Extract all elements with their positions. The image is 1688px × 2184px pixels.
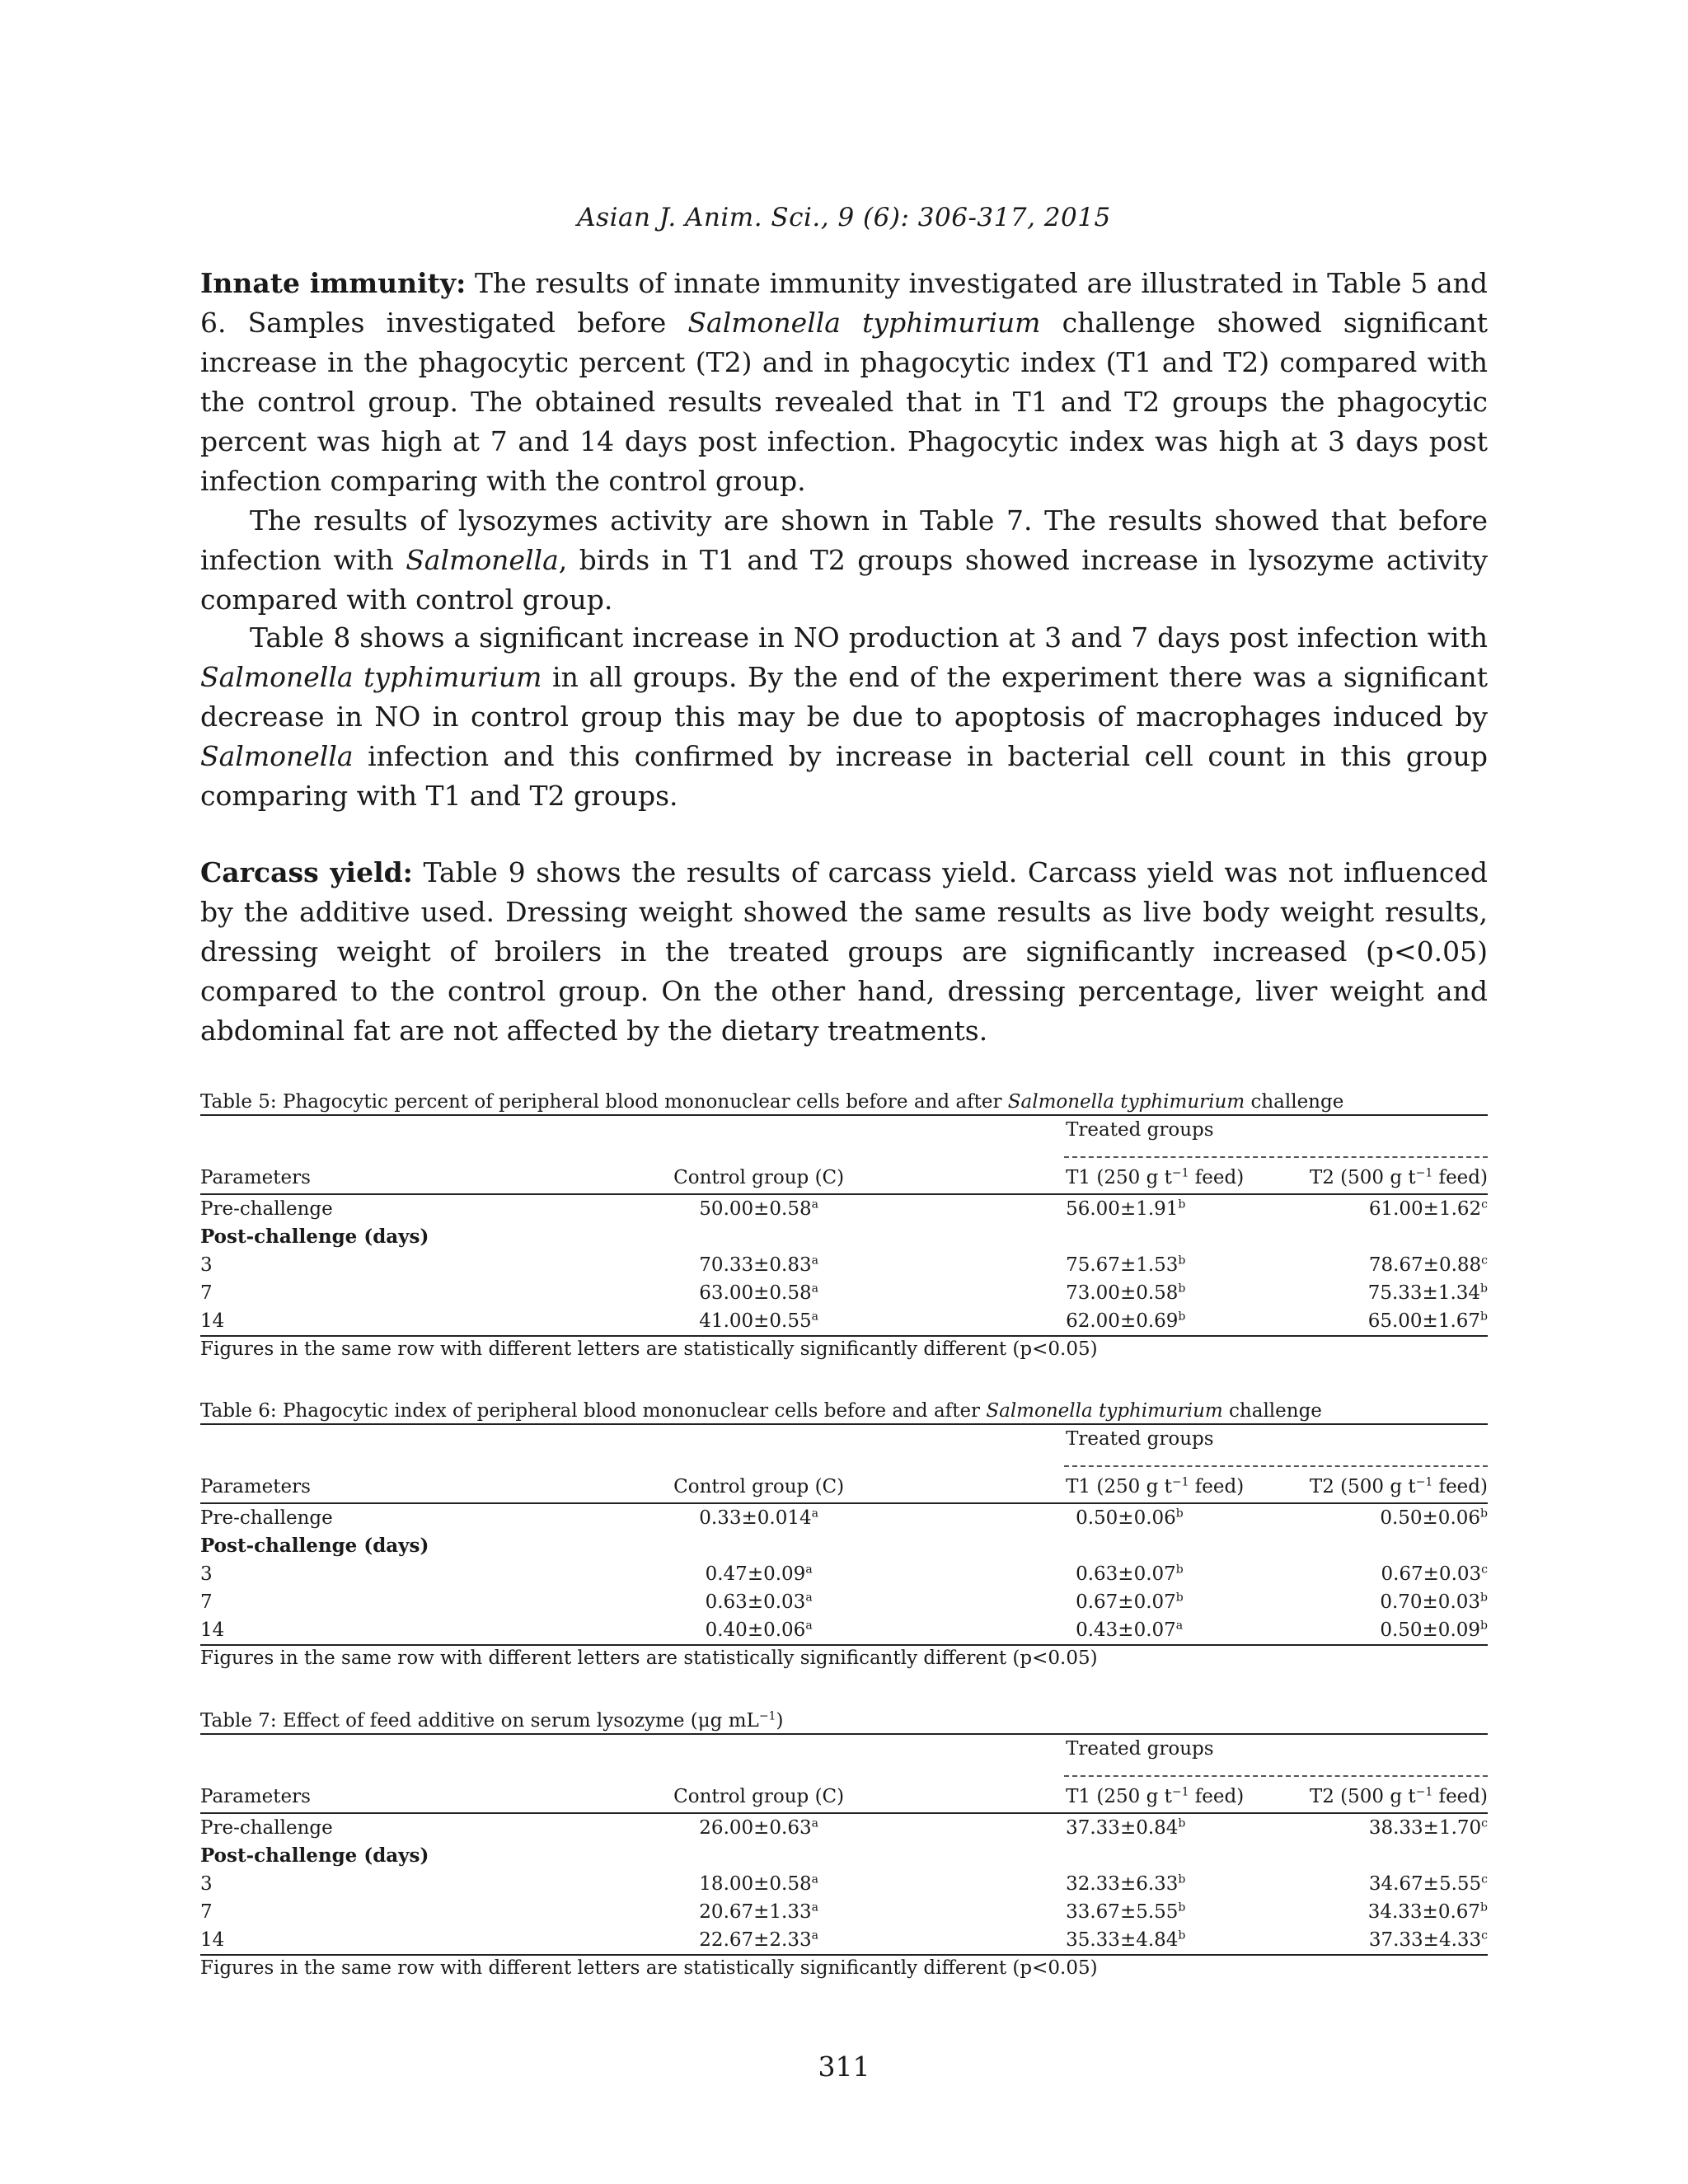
cell-t1: 0.50±0.06$^b$ [1076,1507,1184,1529]
cell-control: 70.33±0.83$^a$ [699,1254,818,1276]
species-name: Salmonella typhimurium [200,661,542,693]
table-footnote: Figures in the same row with different letters are statistically significantly different (p<0.05) [200,1957,1098,1979]
cell-t2: 0.70±0.03$^b$ [1380,1591,1488,1613]
table-caption [200,1090,1488,1114]
table-7 [200,1708,1488,1980]
cell-t2: 34.33±0.67$^b$ [1367,1900,1488,1923]
caption-text: Table 7: Effect of feed additive on serum lysozyme (μg mL [200,1710,759,1732]
header-t2: T2 (500 g $t^{-1}$ feed) [1276,1471,1488,1503]
cell-control: 50.00±0.58$^a$ [699,1197,818,1220]
cell-t2: 78.67±0.88$^c$ [1368,1254,1488,1276]
group-header-row [200,1115,1488,1144]
table-row [200,1307,1488,1336]
header-control: Control group (C) [560,1471,1064,1503]
row-label: 14 [200,1307,560,1336]
dash-divider-row [200,1144,1488,1162]
paragraph-text: Table 9 shows the results of carcass yield. Carcass yield was not influenced by the additive used. Dressing weight showed the same results as live body weight results, dressing weight of broilers in the treated groups are significantly increased (p<0.05) compared to the control group. On the other hand, dressing percentage, liver weight and abdominal fat are not affected by the dietary treatments. [200,856,1488,1047]
cell-control: 0.40±0.06$^a$ [560,1616,1064,1645]
row-label: 14 [200,1926,560,1955]
paragraph-text: in all groups. By the end of the experiment there was a significant decrease in NO in control group this may be due to apoptosis of macrophages induced by [200,661,1488,733]
treated-groups-label: Treated groups [1064,1115,1488,1144]
cell-t1: 32.33±6.33$^b$ [1066,1872,1186,1895]
table-6 [200,1399,1488,1671]
header-parameters: Parameters [200,1471,560,1503]
innate-immunity-paragraph-3 [200,618,1488,816]
paragraph-text: The results of lysozymes activity are shown in Table 7. The results showed that before infection with [200,504,1488,576]
cell-t1: 62.00±0.69$^b$ [1064,1307,1276,1336]
cell-t1: 35.33±4.84$^b$ [1064,1926,1276,1955]
cell-t2: 34.67±5.55$^c$ [1368,1872,1488,1895]
cell-t1: 56.00±1.91$^b$ [1066,1197,1186,1220]
row-label: 14 [200,1616,560,1645]
caption-text: Table 5: Phagocytic percent of peripheral blood mononuclear cells before and after [200,1091,1008,1113]
treated-groups-label: Treated groups [1064,1734,1488,1763]
innate-immunity-paragraph-2 [200,501,1488,620]
paragraph-text: challenge showed significant increase in the phagocytic percent (T2) and in phagocytic index (T1 and T2) compared with the control group. The obtained results revealed that in T1 and T2 groups the phagocytic percent was high at 7 and 14 days post infection. Phagocytic index was high at 3 days post infection comparing with the control group. [200,307,1488,497]
table-footnote: Figures in the same row with different letters are statistically significantly different (p<0.05) [200,1647,1098,1669]
dash-divider-row [200,1763,1488,1781]
caption-superscript: −1 [758,1709,776,1723]
cell-control: 22.67±2.33$^a$ [560,1926,1064,1955]
post-challenge-label: Post-challenge (days) [200,1226,429,1248]
species-name: Salmonella [200,740,354,772]
group-header-row [200,1734,1488,1763]
post-challenge-label: Post-challenge (days) [200,1844,429,1867]
cell-t1: 0.43±0.07$^a$ [1064,1616,1276,1645]
running-head: Asian J. Anim. Sci., 9 (6): 306-317, 2015 [577,203,1111,232]
cell-t2: 0.50±0.06$^b$ [1380,1507,1488,1529]
cell-control: 0.63±0.03$^a$ [705,1591,813,1613]
cell-t2: 38.33±1.70$^c$ [1368,1816,1488,1839]
column-header-row [200,1471,1488,1503]
row-label: Pre-challenge [200,1507,333,1529]
cell-control: 0.47±0.09$^a$ [705,1563,813,1585]
cell-control: 18.00±0.58$^a$ [699,1872,818,1895]
page-number: 311 [818,2050,870,2083]
cell-t2: 0.50±0.09$^b$ [1276,1616,1488,1645]
cell-control: 41.00±0.55$^a$ [560,1307,1064,1336]
table-row [200,1898,1488,1926]
group-header-row [200,1424,1488,1453]
table-row [200,1503,1488,1532]
caption-text: challenge [1245,1091,1344,1113]
caption-text: Table 6: Phagocytic index of peripheral blood mononuclear cells before and after [200,1400,987,1422]
row-label: Pre-challenge [200,1817,333,1839]
cell-t2: 65.00±1.67$^b$ [1276,1307,1488,1336]
header-control: Control group (C) [560,1781,1064,1813]
cell-t2: 0.67±0.03$^c$ [1381,1563,1488,1585]
header-t1: T1 (250 g $t^{-1}$ feed) [1064,1781,1276,1813]
treated-groups-label: Treated groups [1064,1424,1488,1453]
cell-t1: 0.67±0.07$^b$ [1076,1591,1184,1613]
innate-immunity-paragraph-1 [200,264,1488,501]
post-challenge-label: Post-challenge (days) [200,1535,429,1557]
paragraph-text: , birds in T1 and T2 groups showed increase in lysozyme activity compared with control group. [200,544,1489,616]
data-table [200,1733,1488,1956]
caption-text: challenge [1222,1400,1322,1422]
paragraph-text: infection and this confirmed by increase in bacterial cell count in this group comparing with T1 and T2 groups. [200,740,1488,812]
caption-species: Salmonella typhimurium [1007,1091,1245,1113]
row-label: Pre-challenge [200,1198,333,1220]
table-row [200,1588,1488,1616]
cell-t1: 0.63±0.07$^b$ [1076,1563,1184,1585]
species-name: Salmonella typhimurium [687,307,1041,339]
dashed-divider [1064,1465,1488,1467]
caption-text: ) [776,1710,784,1732]
table-row [200,1616,1488,1645]
cell-t1: 33.67±5.55$^b$ [1066,1900,1186,1923]
row-label: 7 [200,1901,213,1923]
data-table [200,1114,1488,1337]
paragraph-text: The results of innate immunity investigated are illustrated in Table 5 and 6. Samples investigated before [200,267,1488,339]
row-label: 3 [200,1254,213,1276]
cell-control: 26.00±0.63$^a$ [699,1816,818,1839]
row-label: 7 [200,1591,213,1613]
table-caption [200,1708,1488,1733]
header-control: Control group (C) [560,1162,1064,1194]
table-caption [200,1399,1488,1423]
subheading-row [200,1842,1488,1870]
column-header-row [200,1162,1488,1194]
cell-t2: 61.00±1.62$^c$ [1368,1197,1488,1220]
subheading-row [200,1223,1488,1251]
cell-t1: 75.67±1.53$^b$ [1066,1254,1186,1276]
species-name: Salmonella [406,544,559,576]
paragraph-text: Table 8 shows a significant increase in NO production at 3 and 7 days post infection with [250,621,1488,654]
header-parameters: Parameters [200,1781,560,1813]
cell-t2: 75.33±1.34$^b$ [1367,1282,1488,1304]
table-row [200,1194,1488,1223]
row-label: 7 [200,1282,213,1304]
dashed-divider [1064,1156,1488,1158]
innate-immunity-heading: Innate immunity: [200,267,467,299]
row-label: 3 [200,1873,213,1895]
column-header-row [200,1781,1488,1813]
header-t2: T2 (500 g $t^{-1}$ feed) [1276,1162,1488,1194]
cell-t1: 37.33±0.84$^b$ [1066,1816,1186,1839]
cell-t2: 37.33±4.33$^c$ [1276,1926,1488,1955]
row-label: 3 [200,1563,213,1585]
caption-species: Salmonella typhimurium [986,1400,1223,1422]
carcass-yield-heading: Carcass yield: [200,856,413,888]
dashed-divider [1064,1775,1488,1777]
header-t1: T1 (250 g $t^{-1}$ feed) [1064,1162,1276,1194]
table-footnote: Figures in the same row with different letters are statistically significantly different (p<0.05) [200,1338,1098,1360]
data-table [200,1423,1488,1646]
dash-divider-row [200,1453,1488,1471]
subheading-row [200,1532,1488,1560]
cell-control: 20.67±1.33$^a$ [699,1900,818,1923]
table-row [200,1251,1488,1279]
table-5 [200,1090,1488,1361]
table-row [200,1926,1488,1955]
carcass-yield-paragraph [200,853,1488,1051]
header-t2: T2 (500 g $t^{-1}$ feed) [1276,1781,1488,1813]
cell-control: 0.33±0.014$^a$ [699,1507,818,1529]
cell-t1: 73.00±0.58$^b$ [1066,1282,1186,1304]
table-row [200,1279,1488,1307]
header-t1: T1 (250 g $t^{-1}$ feed) [1064,1471,1276,1503]
cell-control: 63.00±0.58$^a$ [699,1282,818,1304]
table-row [200,1560,1488,1588]
table-row [200,1870,1488,1898]
table-row [200,1813,1488,1842]
header-parameters: Parameters [200,1162,560,1194]
